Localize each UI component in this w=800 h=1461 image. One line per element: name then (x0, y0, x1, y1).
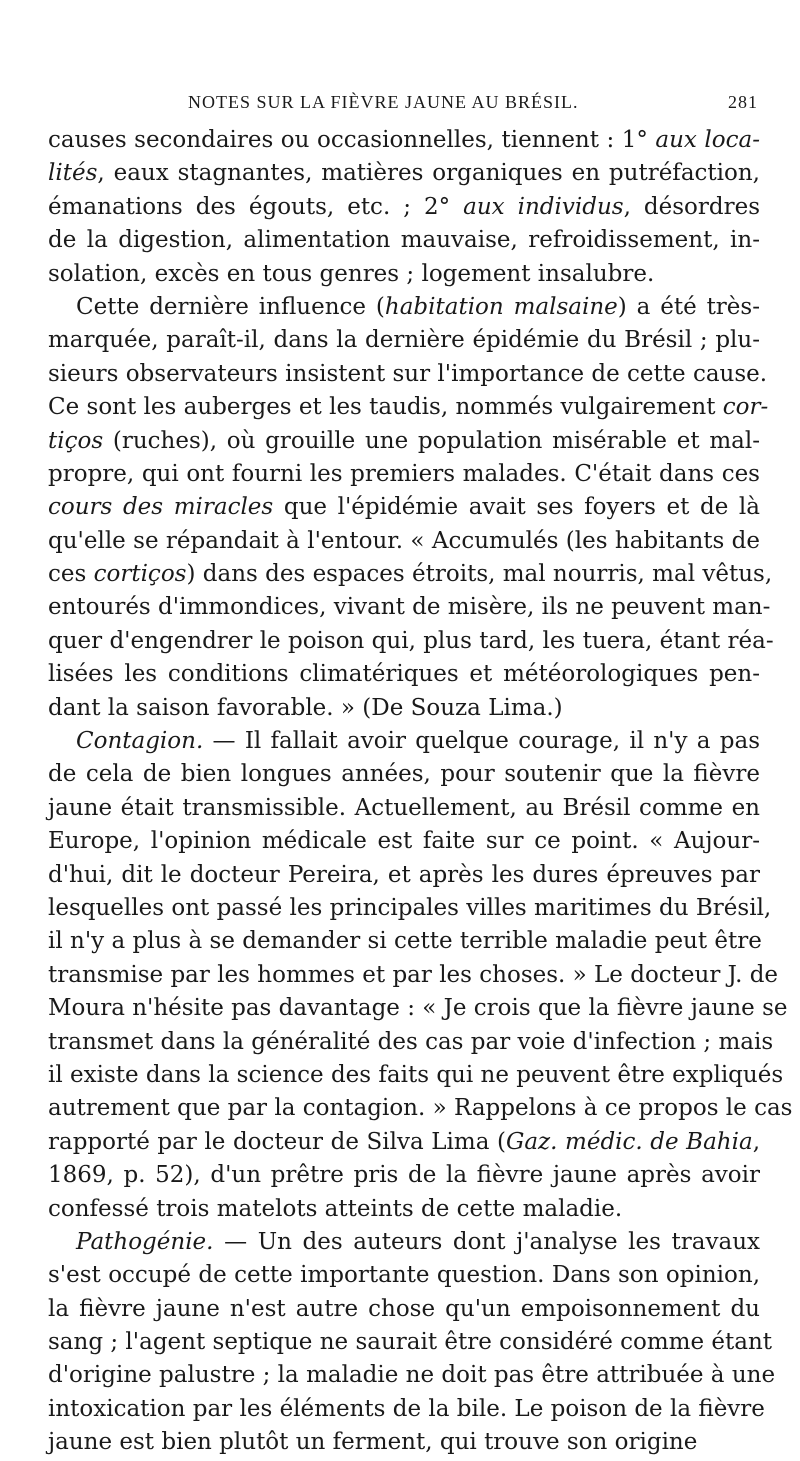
text-run: sieurs observateurs insistent sur l'importance de cette cause. (48, 360, 768, 387)
text-run: Moura n'hésite pas davantage : « Je crois que la fièvre jaune se (48, 995, 788, 1022)
text-line (48, 1059, 784, 1092)
text-run: , eaux stagnantes, matières organiques en putréfaction, (97, 160, 760, 187)
italic-text: aux loca- (655, 127, 760, 153)
text-line (48, 892, 772, 925)
text-line (48, 1426, 760, 1459)
text-line (48, 458, 760, 491)
italic-text: cor- (722, 394, 769, 421)
italic-text: cours des miracles (48, 494, 274, 521)
text-run: quer d'engendrer le poison qui, plus tard, les tuera, étant réa- (48, 627, 774, 654)
text-run: Cette dernière influence ( (76, 293, 385, 320)
text-run: de la digestion, alimentation mauvaise, refroidissement, in- (48, 227, 760, 254)
italic-text: lités (48, 160, 98, 187)
text-line (48, 758, 760, 791)
text-line (48, 224, 760, 257)
text-line (48, 1193, 760, 1226)
text-line (48, 591, 771, 624)
text-run: il n'y a plus à se demander si cette terrible maladie peut être (48, 928, 762, 955)
running-head (48, 92, 760, 122)
text-line (48, 1126, 760, 1159)
text-line (48, 157, 760, 190)
text-line (48, 725, 760, 758)
text-run: — Un des auteurs dont j'analyse les travaux (213, 1228, 760, 1255)
text-line (48, 925, 760, 958)
italic-text: Pathogénie. (76, 1228, 214, 1255)
text-run: d'hui, dit le docteur Pereira, et après les dures épreuves par (48, 861, 760, 888)
text-run: jaune est bien plutôt un ferment, qui trouve son origine (48, 1429, 698, 1456)
text-line (48, 1026, 774, 1059)
text-run: lisées les conditions climatériques et météorologiques pen- (48, 661, 760, 688)
text-line (48, 959, 779, 992)
text-line (48, 825, 760, 858)
italic-text: habitation malsaine (384, 293, 618, 320)
text-line (48, 792, 760, 825)
text-run: transmet dans la généralité des cas par voie d'infection ; mais (48, 1028, 774, 1055)
text-run: Ce sont les auberges et les taudis, nommés vulgairement (48, 394, 723, 421)
italic-text: aux individus (463, 193, 624, 220)
text-run: — Il fallait avoir quelque courage, il n'y a pas (203, 728, 760, 755)
text-line (48, 859, 760, 892)
text-line (48, 1393, 765, 1426)
text-run: 1869, p. 52), d'un prêtre pris de la fièvre jaune après avoir (48, 1162, 760, 1189)
text-line (48, 191, 760, 224)
body-text (48, 124, 793, 1460)
text-run: autrement que par la contagion. » Rappelons à ce propos le cas (48, 1095, 793, 1122)
text-run: ) a été très- (617, 293, 760, 320)
text-line (48, 1159, 760, 1192)
text-line (48, 692, 760, 725)
text-line (48, 491, 760, 524)
text-run: causes secondaires ou occasionnelles, tiennent : 1° (48, 127, 656, 153)
text-run: de cela de bien longues années, pour soutenir que la fièvre (48, 761, 760, 788)
text-line (48, 258, 760, 291)
text-line (48, 1259, 760, 1292)
text-line (48, 658, 760, 691)
text-line (48, 525, 760, 558)
book-page (48, 0, 793, 1461)
text-run: marquée, paraît-il, dans la dernière épidémie du Brésil ; plu- (48, 327, 760, 354)
text-line (48, 391, 769, 424)
text-run: d'origine palustre ; la maladie ne doit pas être attribuée à une (48, 1362, 776, 1389)
text-line (48, 1326, 773, 1359)
text-line (48, 124, 760, 157)
text-line (48, 1359, 776, 1392)
text-run: émanations des égouts, etc. ; 2° (48, 193, 464, 220)
page-number: 281 (728, 92, 758, 112)
text-run: sang ; l'agent septique ne saurait être considéré comme étant (48, 1329, 773, 1356)
text-run: confessé trois matelots atteints de cette maladie. (48, 1195, 623, 1222)
text-run: rapporté par le docteur de Silva Lima ( (48, 1128, 506, 1155)
text-run: dant la saison favorable. » (De Souza Lima.) (48, 694, 563, 721)
text-run: solation, excès en tous genres ; logement insalubre. (48, 260, 655, 287)
text-line (48, 1293, 760, 1326)
text-run: , désordres (623, 193, 760, 220)
text-run: propre, qui ont fourni les premiers malades. C'était dans ces (48, 460, 760, 487)
text-run: Europe, l'opinion médicale est faite sur ce point. « Aujour- (48, 828, 760, 855)
text-line (48, 425, 760, 458)
text-run: , (752, 1128, 760, 1155)
text-run: intoxication par les éléments de la bile. Le poison de la fièvre (48, 1395, 765, 1422)
text-line (48, 625, 774, 658)
text-run: la fièvre jaune n'est autre chose qu'un empoisonnement du (48, 1295, 760, 1322)
text-line (48, 291, 760, 324)
text-run: (ruches), où grouille une population misérable et mal- (103, 427, 760, 454)
italic-text: cortiços (93, 561, 187, 588)
text-line (48, 558, 773, 591)
text-run: il existe dans la science des faits qui ne peuvent être expliqués (48, 1061, 784, 1088)
text-run: ) dans des espaces étroits, mal nourris, mal vêtus, (186, 561, 773, 588)
text-run: jaune était transmissible. Actuellement, au Brésil comme en (48, 794, 760, 821)
text-line (48, 1226, 760, 1259)
text-run: transmise par les hommes et par les choses. » Le docteur J. de (48, 961, 779, 988)
text-run: ces (48, 561, 94, 588)
text-line (48, 324, 760, 357)
text-run: qu'elle se répandait à l'entour. « Accumulés (les habitants de (48, 527, 760, 554)
text-run: lesquelles ont passé les principales villes maritimes du Brésil, (48, 894, 772, 921)
text-line (48, 1092, 793, 1125)
italic-text: Gaz. médic. de Bahia (505, 1128, 753, 1155)
italic-text: tiços (48, 427, 104, 454)
text-line (48, 358, 768, 391)
running-head-title: NOTES SUR LA FIÈVRE JAUNE AU BRÉSIL. (188, 92, 579, 112)
text-run: s'est occupé de cette importante question. Dans son opinion, (48, 1262, 760, 1289)
italic-text: Contagion. (76, 728, 204, 755)
text-run: que l'épidémie avait ses foyers et de là (273, 494, 761, 521)
text-line (48, 992, 788, 1025)
text-run: entourés d'immondices, vivant de misère, ils ne peuvent man- (48, 594, 771, 621)
